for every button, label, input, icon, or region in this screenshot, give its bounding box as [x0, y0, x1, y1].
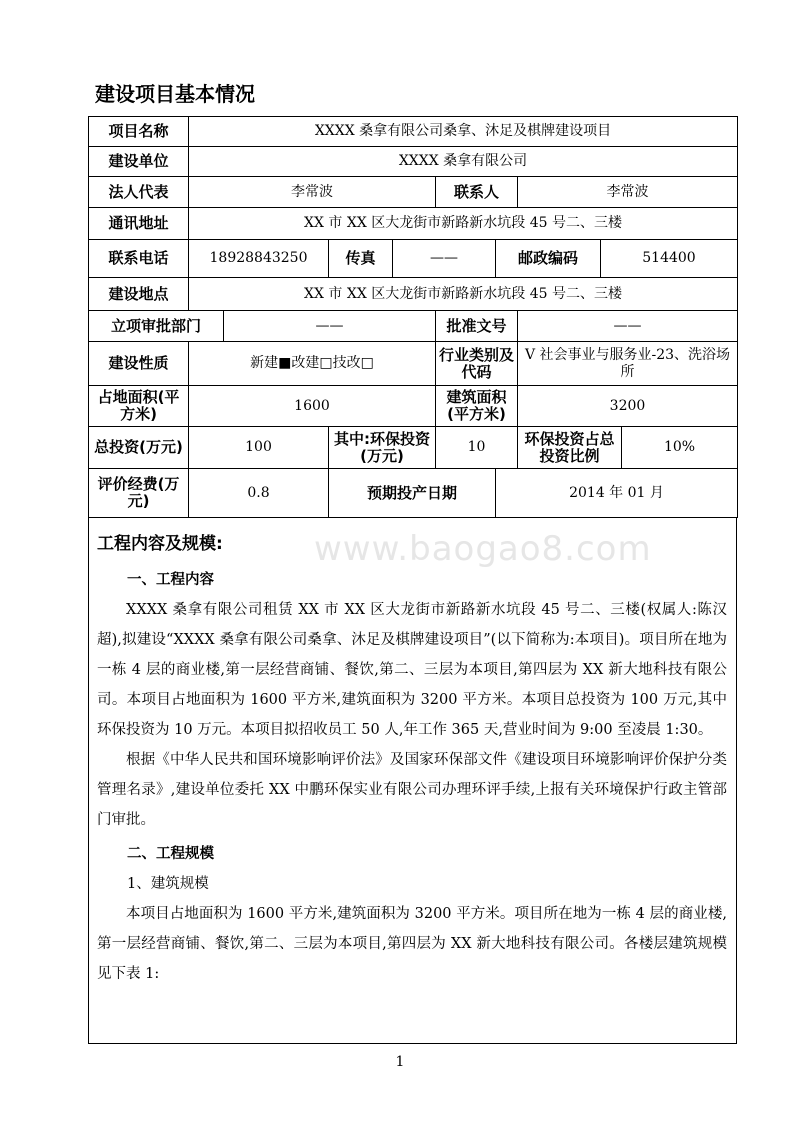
env-ratio-value: 10%: [622, 427, 738, 469]
fax-label: 传真: [329, 240, 393, 278]
site-label: 建设地点: [89, 278, 189, 311]
row-legal-rep: [89, 177, 738, 208]
contact-label: 联系人: [436, 177, 518, 208]
section-engineering-content: 一、工程内容: [127, 572, 214, 588]
row-nature: [89, 342, 738, 386]
project-content-section: [88, 517, 737, 1044]
env-invest-value: 10: [436, 427, 518, 469]
content-heading: 工程内容及规模:: [97, 534, 223, 554]
land-area-label: 占地面积(平方米): [89, 386, 189, 427]
eval-fee-label: 评价经费(万元): [89, 469, 189, 518]
contact-value: 李常波: [518, 177, 738, 208]
subsection-building-scale: 1、建筑规模: [127, 876, 209, 892]
page-number: 1: [395, 1054, 405, 1070]
approval-doc-label: 批准文号: [436, 311, 518, 342]
phone-label: 联系电话: [89, 240, 189, 278]
project-info-table: [88, 116, 738, 518]
env-invest-label: 其中:环保投资(万元): [329, 427, 436, 469]
nature-label: 建设性质: [89, 342, 189, 386]
page-title: 建设项目基本情况: [95, 82, 255, 106]
approval-doc-value: ——: [518, 311, 738, 342]
row-site: [89, 278, 738, 311]
approval-dept-value: ——: [224, 311, 436, 342]
land-area-value: 1600: [189, 386, 436, 427]
row-unit: [89, 147, 738, 177]
approval-dept-label: 立项审批部门: [89, 311, 224, 342]
address-label: 通讯地址: [89, 208, 189, 240]
row-fee: [89, 469, 738, 518]
unit-value: XXXX 桑拿有限公司: [189, 147, 738, 177]
env-ratio-label: 环保投资占总投资比例: [518, 427, 622, 469]
row-area: [89, 386, 738, 427]
row-phone: [89, 240, 738, 278]
unit-label: 建设单位: [89, 147, 189, 177]
building-area-value: 3200: [518, 386, 738, 427]
legal-rep-label: 法人代表: [89, 177, 189, 208]
row-investment: [89, 427, 738, 469]
paragraph-legal-basis: 根据《中华人民共和国环境影响评价法》及国家环保部文件《建设项目环境影响评价保护分类管理名录》,建设单位委托 XX 中鹏环保实业有限公司办理环评手续,上报有关环境保护行政主管部门审批。: [97, 752, 727, 828]
building-area-label: 建筑面积(平方米): [436, 386, 518, 427]
row-approval: [89, 311, 738, 342]
fax-value: ——: [393, 240, 496, 278]
paragraph-project-overview: XXXX 桑拿有限公司租赁 XX 市 XX 区大龙街市新路新水坑段 45 号二、三楼(权属人:陈汉超),拟建设“XXXX 桑拿有限公司桑拿、沐足及棋牌建设项目”(以下简称为:本项目)。项目所在地为一栋 4 层的商业楼,第一层经营商铺、餐饮,第二、三层为本项目,第四层为 XX 新大地科技有限公司。本项目占地面积为 1600 平方米,建筑面积为 3200 平方米。本项目总投资为 100 万元,其中环保投资为 10 万元。本项目拟招收员工 50 人,年工作 365 天,营业时间为 9:00 至凌晨 1:30。: [97, 602, 727, 738]
section-engineering-scale: 二、工程规模: [127, 846, 214, 862]
watermark: www.baogao8.com: [314, 529, 652, 569]
row-address: [89, 208, 738, 240]
row-project-name: [89, 117, 738, 147]
postcode-label: 邮政编码: [496, 240, 601, 278]
project-name-value: XXXX 桑拿有限公司桑拿、沐足及棋牌建设项目: [189, 117, 738, 147]
industry-label: 行业类别及代码: [436, 342, 518, 386]
start-date-label: 预期投产日期: [329, 469, 496, 518]
project-name-label: 项目名称: [89, 117, 189, 147]
content-body: [97, 561, 727, 989]
eval-fee-value: 0.8: [189, 469, 329, 518]
legal-rep-value: 李常波: [189, 177, 436, 208]
phone-value: 18928843250: [189, 240, 329, 278]
postcode-value: 514400: [601, 240, 738, 278]
start-date-value: 2014 年 01 月: [496, 469, 738, 518]
nature-value: 新建■改建□技改□: [189, 342, 436, 386]
total-invest-label: 总投资(万元): [89, 427, 189, 469]
total-invest-value: 100: [189, 427, 329, 469]
industry-value: V 社会事业与服务业-23、洗浴场所: [518, 342, 738, 386]
paragraph-building-scale: 本项目占地面积为 1600 平方米,建筑面积为 3200 平方米。项目所在地为一栋 4 层的商业楼,第一层经营商铺、餐饮,第二、三层为本项目,第四层为 XX 新大地科技有限公司。各楼层建筑规模见下表 1:: [97, 906, 727, 982]
address-value: XX 市 XX 区大龙街市新路新水坑段 45 号二、三楼: [189, 208, 738, 240]
site-value: XX 市 XX 区大龙街市新路新水坑段 45 号二、三楼: [189, 278, 738, 311]
